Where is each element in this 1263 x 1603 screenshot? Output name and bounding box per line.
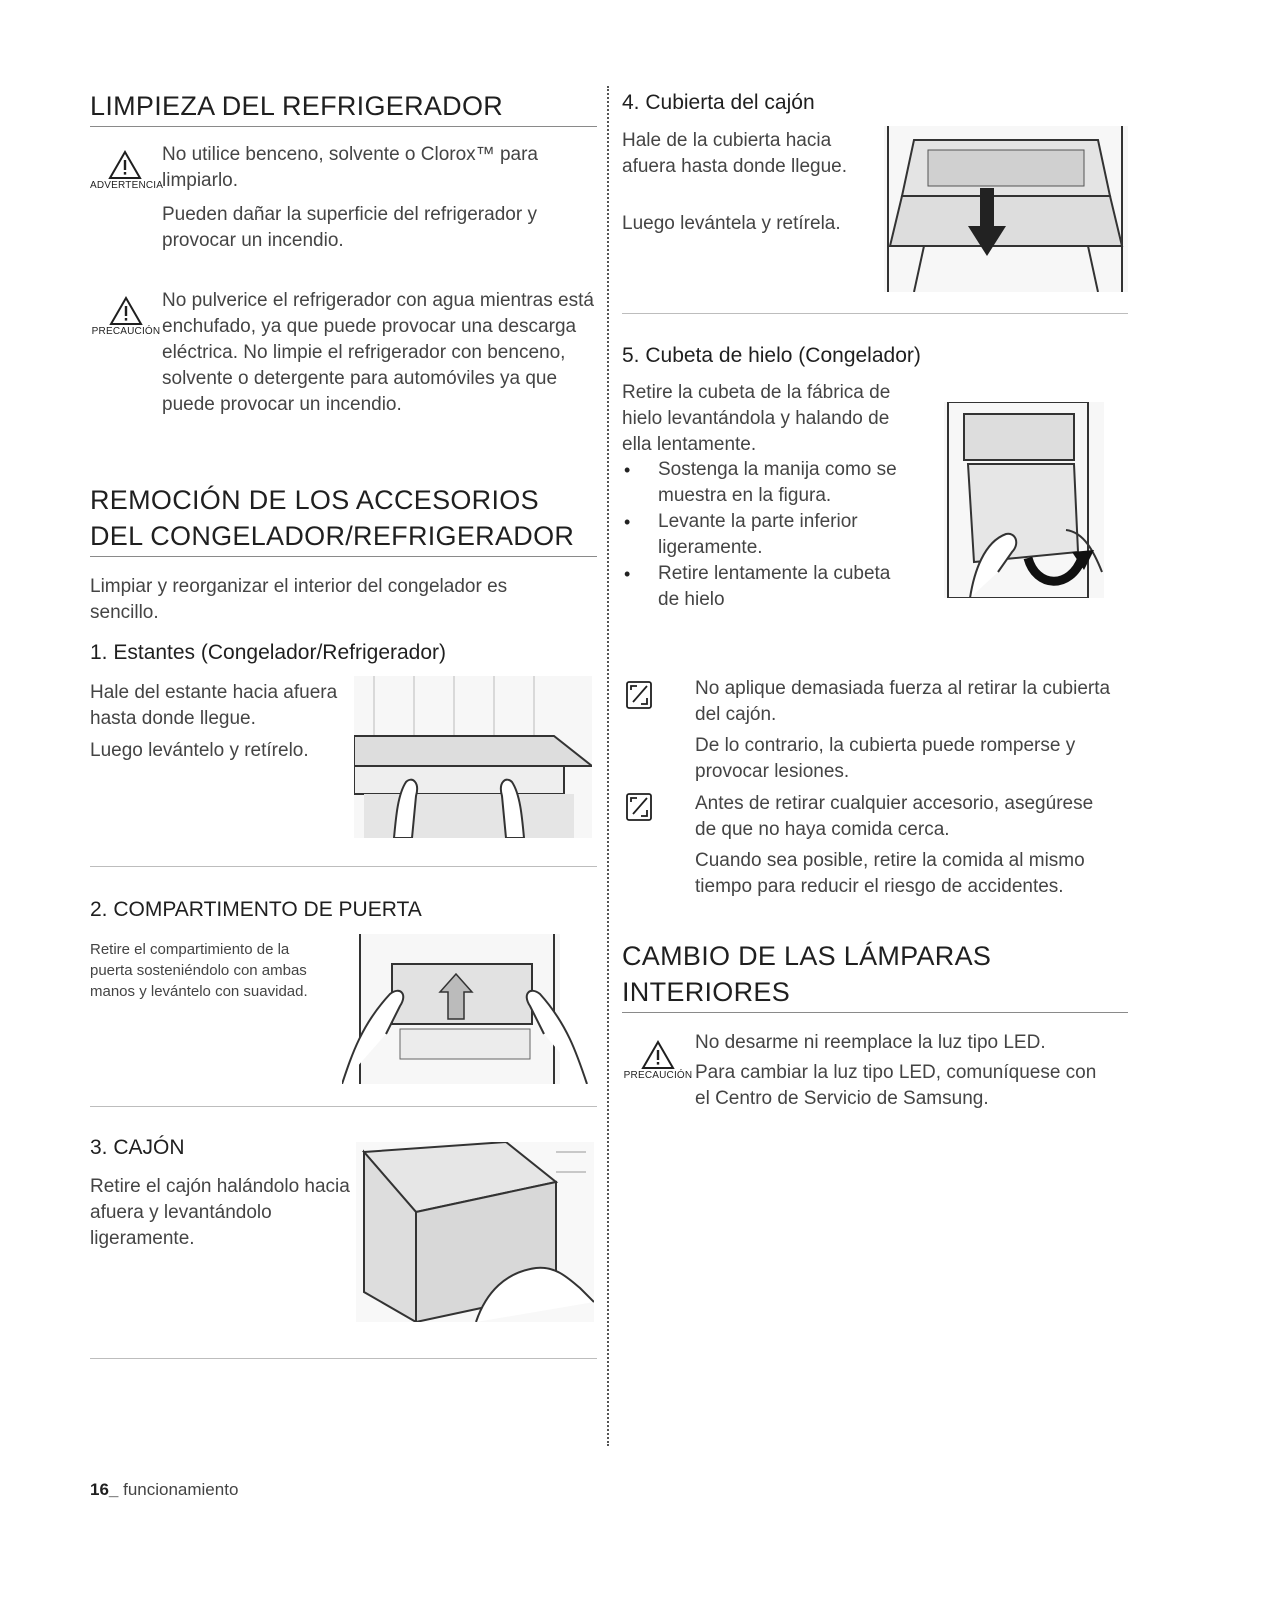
- warning-triangle-icon: [108, 150, 142, 180]
- title-rule: [90, 556, 597, 557]
- title-rule: [90, 126, 597, 127]
- caution-label: PRECAUCIÓN: [623, 1070, 693, 1081]
- warning-text-1: No utilice benceno, solvente o Clorox™ para limpiarlo.: [162, 144, 538, 191]
- compartimento-text: Retire el compartimiento de la puerta sosteniéndolo con ambas manos y levántelo con suavidad.: [90, 941, 308, 1000]
- heading-cubierta: 4. Cubierta del cajón: [622, 91, 815, 114]
- column-divider: [607, 86, 609, 1446]
- ice-bucket-illustration: [944, 402, 1104, 598]
- estantes-text-2: Luego levántelo y retírelo.: [90, 740, 309, 761]
- section-title-lamparas-1: CAMBIO DE LAS LÁMPARAS: [622, 941, 992, 971]
- caution-text: No pulverice el refrigerador con agua mientras está enchufado, ya que puede provocar una descarga eléctrica. No limpie el refrigerador con benceno, solvente o detergente para automóviles ya que puede provocar un incendio.: [162, 290, 594, 415]
- list-item: • Levante la parte inferior ligeramente.: [622, 509, 912, 561]
- cubeta-intro: Retire la cubeta de la fábrica de hielo levantándola y halando de ella lentamente.: [622, 382, 891, 455]
- heading-cubeta: 5. Cubeta de hielo (Congelador): [622, 344, 921, 367]
- cubeta-steps-list: [622, 457, 912, 613]
- list-item: • Retire lentamente la cubeta de hielo: [622, 561, 912, 613]
- note-2-text-2: Cuando sea posible, retire la comida al mismo tiempo para reducir el riesgo de accidentes.: [695, 850, 1085, 897]
- drawer-illustration: [356, 1142, 594, 1322]
- note-2-text-1: Antes de retirar cualquier accesorio, asegúrese de que no haya comida cerca.: [695, 793, 1094, 840]
- lamparas-caution-badge: [622, 1040, 694, 1081]
- note-icon: [625, 792, 653, 822]
- page-footer: [90, 1480, 238, 1500]
- cubierta-text-1: Hale de la cubierta hacia afuera hasta donde llegue.: [622, 130, 848, 177]
- title-rule: [622, 1012, 1128, 1013]
- section-title-remocion-1: REMOCIÓN DE LOS ACCESORIOS: [90, 485, 539, 515]
- footer-section: funcionamiento: [118, 1480, 239, 1499]
- warning-text-2: Pueden dañar la superficie del refrigerador y provocar un incendio.: [162, 204, 537, 251]
- section-divider: [90, 866, 597, 867]
- heading-cajon: 3. CAJÓN: [90, 1136, 185, 1159]
- warning-label: ADVERTENCIA: [90, 180, 164, 191]
- section-title-lamparas-2: INTERIORES: [622, 977, 791, 1007]
- remocion-intro: Limpiar y reorganizar el interior del congelador es sencillo.: [90, 576, 508, 623]
- note-1-text-2: De lo contrario, la cubierta puede romperse y provocar lesiones.: [695, 735, 1076, 782]
- lamparas-text-2: Para cambiar la luz tipo LED, comuníquese con el Centro de Servicio de Samsung.: [695, 1062, 1097, 1109]
- cubierta-text-2: Luego levántela y retírela.: [622, 213, 841, 234]
- section-title-remocion-2: DEL CONGELADOR/REFRIGERADOR: [90, 521, 575, 551]
- caution-triangle-icon: [641, 1040, 675, 1070]
- section-divider: [90, 1106, 597, 1107]
- door-bin-illustration: [342, 934, 592, 1084]
- page-number: 16_: [90, 1480, 119, 1499]
- list-item: • Sostenga la manija como se muestra en la figura.: [622, 457, 912, 509]
- caution-badge: [90, 296, 162, 337]
- section-title-limpieza: LIMPIEZA DEL REFRIGERADOR: [90, 91, 504, 121]
- heading-estantes: 1. Estantes (Congelador/Refrigerador): [90, 641, 447, 664]
- cajon-text: Retire el cajón halándolo hacia afuera y levantándolo ligeramente.: [90, 1176, 350, 1249]
- caution-triangle-icon: [109, 296, 143, 326]
- shelf-illustration: [354, 676, 592, 838]
- warning-badge: [90, 150, 164, 191]
- caution-label: PRECAUCIÓN: [91, 326, 161, 337]
- section-divider: [622, 313, 1128, 314]
- drawer-cover-illustration: [884, 126, 1128, 292]
- note-1-text-1: No aplique demasiada fuerza al retirar la cubierta del cajón.: [695, 678, 1111, 725]
- note-icon: [625, 680, 653, 710]
- estantes-text-1: Hale del estante hacia afuera hasta donde llegue.: [90, 682, 338, 729]
- heading-compartimento: 2. COMPARTIMENTO DE PUERTA: [90, 898, 422, 921]
- lamparas-text-1: No desarme ni reemplace la luz tipo LED.: [695, 1032, 1046, 1053]
- section-divider: [90, 1358, 597, 1359]
